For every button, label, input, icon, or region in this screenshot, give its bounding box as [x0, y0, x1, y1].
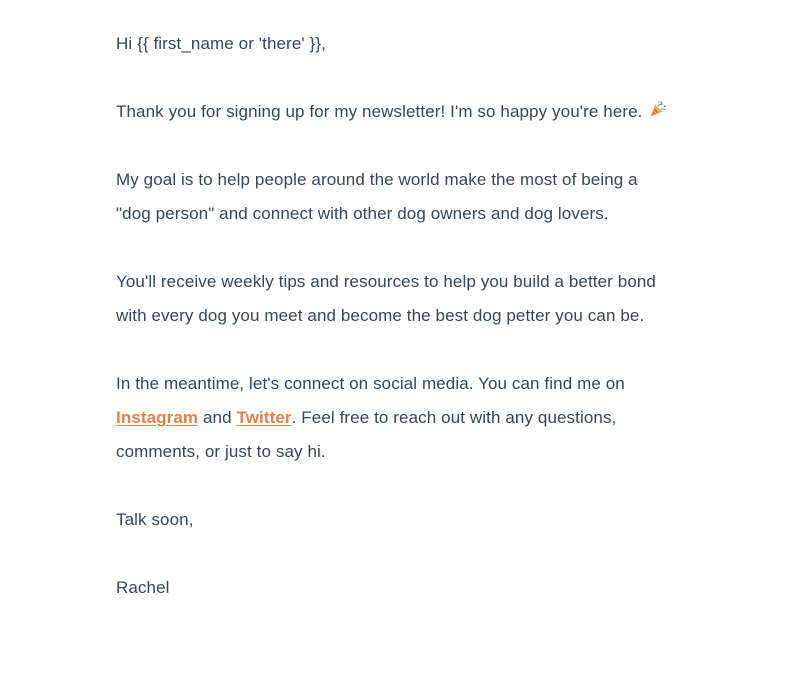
instagram-link[interactable]: Instagram — [116, 408, 199, 427]
tips-paragraph: You'll receive weekly tips and resources to help you build a better bond with every dog you meet and become the best dog petter you can be. — [116, 272, 656, 325]
party-popper-icon — [649, 100, 667, 118]
social-text-after: . Feel free to reach out with any questions, comments, or just to say hi. — [116, 408, 617, 461]
signoff: Talk soon, — [116, 510, 194, 529]
goal-paragraph: My goal is to help people around the world make the most of being a "dog person" and connect with other dog owners and dog lovers. — [116, 170, 638, 223]
signature: Rachel — [116, 578, 170, 597]
twitter-link[interactable]: Twitter — [236, 408, 292, 427]
social-paragraph — [116, 367, 676, 469]
welcome-paragraph — [116, 95, 676, 129]
social-text-before: In the meantime, let's connect on social media. You can find me on — [116, 374, 625, 393]
email-body — [116, 27, 676, 605]
welcome-text: Thank you for signing up for my newsletter! I'm so happy you're here. — [116, 102, 643, 121]
social-text-and: and — [198, 408, 237, 427]
greeting: Hi {{ first_name or 'there' }}, — [116, 34, 326, 53]
